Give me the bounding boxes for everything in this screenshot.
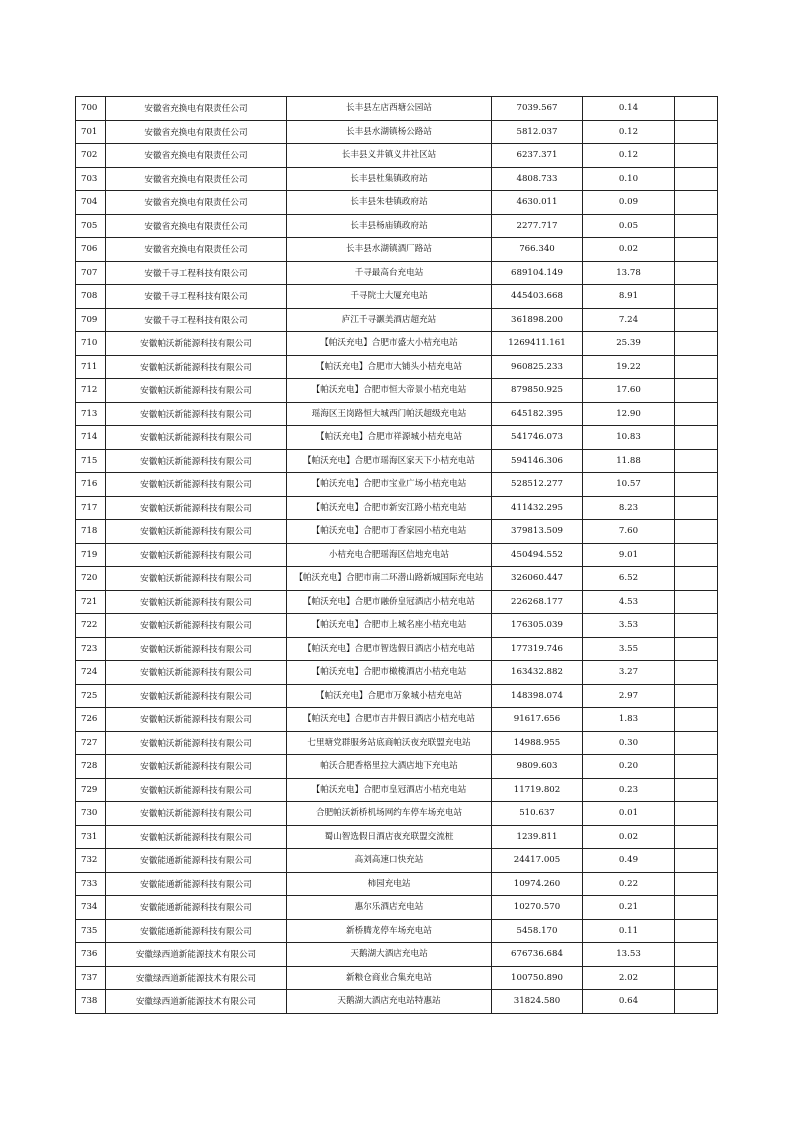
station-name-cell: 小桔充电合肥瑶海区信地充电站 bbox=[287, 543, 492, 567]
row-number-cell: 727 bbox=[76, 731, 106, 755]
share-value-cell: 8.23 bbox=[583, 496, 675, 520]
share-value-cell: 0.23 bbox=[583, 778, 675, 802]
remark-cell bbox=[675, 520, 718, 544]
share-value-cell: 0.30 bbox=[583, 731, 675, 755]
share-value-cell: 3.53 bbox=[583, 614, 675, 638]
company-name-cell: 安徽帕沃新能源科技有限公司 bbox=[106, 332, 287, 356]
company-name-cell: 安徽帕沃新能源科技有限公司 bbox=[106, 402, 287, 426]
charging-energy-cell: 960825.233 bbox=[492, 355, 583, 379]
station-name-cell: 千寻最高台充电站 bbox=[287, 261, 492, 285]
row-number-cell: 726 bbox=[76, 708, 106, 732]
charging-energy-cell: 450494.552 bbox=[492, 543, 583, 567]
charging-energy-cell: 879850.925 bbox=[492, 379, 583, 403]
station-name-cell: 【帕沃充电】合肥市上城名座小桔充电站 bbox=[287, 614, 492, 638]
company-name-cell: 安徽帕沃新能源科技有限公司 bbox=[106, 449, 287, 473]
company-name-cell: 安徽省充换电有限责任公司 bbox=[106, 214, 287, 238]
table-body bbox=[76, 97, 718, 1014]
station-name-cell: 长丰县杨庙镇政府站 bbox=[287, 214, 492, 238]
charging-energy-cell: 226268.177 bbox=[492, 590, 583, 614]
table-row bbox=[76, 896, 718, 920]
station-name-cell: 【帕沃充电】合肥市智选假日酒店小桔充电站 bbox=[287, 637, 492, 661]
share-value-cell: 13.53 bbox=[583, 943, 675, 967]
row-number-cell: 713 bbox=[76, 402, 106, 426]
charging-energy-cell: 528512.277 bbox=[492, 473, 583, 497]
remark-cell bbox=[675, 97, 718, 121]
station-name-cell: 天鹅湖大酒店充电站特惠站 bbox=[287, 990, 492, 1014]
station-name-cell: 【帕沃充电】合肥市橄榄酒店小桔充电站 bbox=[287, 661, 492, 685]
row-number-cell: 720 bbox=[76, 567, 106, 591]
row-number-cell: 705 bbox=[76, 214, 106, 238]
company-name-cell: 安徽省充换电有限责任公司 bbox=[106, 191, 287, 215]
table-row bbox=[76, 238, 718, 262]
share-value-cell: 13.78 bbox=[583, 261, 675, 285]
share-value-cell: 3.27 bbox=[583, 661, 675, 685]
table-row bbox=[76, 520, 718, 544]
company-name-cell: 安徽帕沃新能源科技有限公司 bbox=[106, 708, 287, 732]
share-value-cell: 11.88 bbox=[583, 449, 675, 473]
share-value-cell: 0.14 bbox=[583, 97, 675, 121]
company-name-cell: 安徽能通新能源科技有限公司 bbox=[106, 872, 287, 896]
company-name-cell: 安徽能通新能源科技有限公司 bbox=[106, 849, 287, 873]
station-name-cell: 【帕沃充电】合肥市盛大小桔充电站 bbox=[287, 332, 492, 356]
table-row bbox=[76, 661, 718, 685]
table-row bbox=[76, 402, 718, 426]
row-number-cell: 709 bbox=[76, 308, 106, 332]
share-value-cell: 0.05 bbox=[583, 214, 675, 238]
share-value-cell: 0.49 bbox=[583, 849, 675, 873]
row-number-cell: 717 bbox=[76, 496, 106, 520]
table-row bbox=[76, 872, 718, 896]
remark-cell bbox=[675, 872, 718, 896]
share-value-cell: 9.01 bbox=[583, 543, 675, 567]
row-number-cell: 736 bbox=[76, 943, 106, 967]
table-row bbox=[76, 355, 718, 379]
remark-cell bbox=[675, 778, 718, 802]
table-row bbox=[76, 731, 718, 755]
row-number-cell: 716 bbox=[76, 473, 106, 497]
station-name-cell: 蜀山智选假日酒店夜充联盟交流桩 bbox=[287, 825, 492, 849]
table-row bbox=[76, 802, 718, 826]
charging-energy-cell: 411432.295 bbox=[492, 496, 583, 520]
remark-cell bbox=[675, 355, 718, 379]
remark-cell bbox=[675, 966, 718, 990]
share-value-cell: 2.97 bbox=[583, 684, 675, 708]
charging-energy-cell: 594146.306 bbox=[492, 449, 583, 473]
share-value-cell: 1.83 bbox=[583, 708, 675, 732]
row-number-cell: 714 bbox=[76, 426, 106, 450]
charging-energy-cell: 326060.447 bbox=[492, 567, 583, 591]
remark-cell bbox=[675, 943, 718, 967]
station-name-cell: 合肥帕沃新桥机场网约车停车场充电站 bbox=[287, 802, 492, 826]
charging-energy-cell: 24417.005 bbox=[492, 849, 583, 873]
share-value-cell: 17.60 bbox=[583, 379, 675, 403]
share-value-cell: 25.39 bbox=[583, 332, 675, 356]
remark-cell bbox=[675, 308, 718, 332]
share-value-cell: 7.60 bbox=[583, 520, 675, 544]
table-row bbox=[76, 449, 718, 473]
charging-energy-cell: 100750.890 bbox=[492, 966, 583, 990]
row-number-cell: 718 bbox=[76, 520, 106, 544]
table-row bbox=[76, 684, 718, 708]
company-name-cell: 安徽帕沃新能源科技有限公司 bbox=[106, 825, 287, 849]
row-number-cell: 711 bbox=[76, 355, 106, 379]
charging-energy-cell: 31824.580 bbox=[492, 990, 583, 1014]
remark-cell bbox=[675, 449, 718, 473]
charging-energy-cell: 148398.074 bbox=[492, 684, 583, 708]
station-name-cell: 【帕沃充电】合肥市新安江路小桔充电站 bbox=[287, 496, 492, 520]
remark-cell bbox=[675, 473, 718, 497]
station-name-cell: 庐江千寻灏美酒店超充站 bbox=[287, 308, 492, 332]
charging-energy-cell: 163432.882 bbox=[492, 661, 583, 685]
remark-cell bbox=[675, 825, 718, 849]
table-row bbox=[76, 261, 718, 285]
station-name-cell: 长丰县水湖镇杨公路站 bbox=[287, 120, 492, 144]
remark-cell bbox=[675, 990, 718, 1014]
share-value-cell: 0.01 bbox=[583, 802, 675, 826]
table-row bbox=[76, 214, 718, 238]
charging-energy-cell: 379813.509 bbox=[492, 520, 583, 544]
row-number-cell: 723 bbox=[76, 637, 106, 661]
company-name-cell: 安徽帕沃新能源科技有限公司 bbox=[106, 426, 287, 450]
row-number-cell: 729 bbox=[76, 778, 106, 802]
table-row bbox=[76, 332, 718, 356]
row-number-cell: 721 bbox=[76, 590, 106, 614]
share-value-cell: 10.57 bbox=[583, 473, 675, 497]
remark-cell bbox=[675, 802, 718, 826]
share-value-cell: 0.12 bbox=[583, 144, 675, 168]
table-row bbox=[76, 590, 718, 614]
remark-cell bbox=[675, 402, 718, 426]
row-number-cell: 730 bbox=[76, 802, 106, 826]
row-number-cell: 712 bbox=[76, 379, 106, 403]
charging-energy-cell: 689104.149 bbox=[492, 261, 583, 285]
company-name-cell: 安徽帕沃新能源科技有限公司 bbox=[106, 802, 287, 826]
share-value-cell: 0.22 bbox=[583, 872, 675, 896]
table-row bbox=[76, 966, 718, 990]
remark-cell bbox=[675, 567, 718, 591]
station-name-cell: 【帕沃充电】合肥市瑶海区家天下小桔充电站 bbox=[287, 449, 492, 473]
station-name-cell: 长丰县义井镇义井社区站 bbox=[287, 144, 492, 168]
row-number-cell: 737 bbox=[76, 966, 106, 990]
charging-energy-cell: 6237.371 bbox=[492, 144, 583, 168]
row-number-cell: 710 bbox=[76, 332, 106, 356]
company-name-cell: 安徽绿西道新能源技术有限公司 bbox=[106, 966, 287, 990]
share-value-cell: 0.20 bbox=[583, 755, 675, 779]
table-row bbox=[76, 614, 718, 638]
table-row bbox=[76, 755, 718, 779]
company-name-cell: 安徽省充换电有限责任公司 bbox=[106, 238, 287, 262]
company-name-cell: 安徽帕沃新能源科技有限公司 bbox=[106, 778, 287, 802]
remark-cell bbox=[675, 919, 718, 943]
share-value-cell: 6.52 bbox=[583, 567, 675, 591]
station-name-cell: 【帕沃充电】合肥市宝业广场小桔充电站 bbox=[287, 473, 492, 497]
charging-energy-cell: 10270.570 bbox=[492, 896, 583, 920]
remark-cell bbox=[675, 332, 718, 356]
remark-cell bbox=[675, 238, 718, 262]
station-name-cell: 【帕沃充电】合肥市丁香家园小桔充电站 bbox=[287, 520, 492, 544]
share-value-cell: 2.02 bbox=[583, 966, 675, 990]
remark-cell bbox=[675, 661, 718, 685]
company-name-cell: 安徽帕沃新能源科技有限公司 bbox=[106, 355, 287, 379]
share-value-cell: 7.24 bbox=[583, 308, 675, 332]
station-name-cell: 【帕沃充电】合肥市皇冠酒店小桔充电站 bbox=[287, 778, 492, 802]
charging-energy-cell: 4808.733 bbox=[492, 167, 583, 191]
row-number-cell: 715 bbox=[76, 449, 106, 473]
charging-energy-cell: 10974.260 bbox=[492, 872, 583, 896]
table-row bbox=[76, 496, 718, 520]
company-name-cell: 安徽绿西道新能源技术有限公司 bbox=[106, 990, 287, 1014]
row-number-cell: 701 bbox=[76, 120, 106, 144]
company-name-cell: 安徽千寻工程科技有限公司 bbox=[106, 285, 287, 309]
table-row bbox=[76, 144, 718, 168]
remark-cell bbox=[675, 684, 718, 708]
company-name-cell: 安徽帕沃新能源科技有限公司 bbox=[106, 379, 287, 403]
company-name-cell: 安徽能通新能源科技有限公司 bbox=[106, 896, 287, 920]
row-number-cell: 728 bbox=[76, 755, 106, 779]
table-row bbox=[76, 919, 718, 943]
share-value-cell: 12.90 bbox=[583, 402, 675, 426]
share-value-cell: 19.22 bbox=[583, 355, 675, 379]
share-value-cell: 8.91 bbox=[583, 285, 675, 309]
station-name-cell: 长丰县朱巷镇政府站 bbox=[287, 191, 492, 215]
remark-cell bbox=[675, 191, 718, 215]
table-row bbox=[76, 426, 718, 450]
remark-cell bbox=[675, 285, 718, 309]
charging-energy-cell: 676736.684 bbox=[492, 943, 583, 967]
company-name-cell: 安徽省充换电有限责任公司 bbox=[106, 144, 287, 168]
table-row bbox=[76, 825, 718, 849]
share-value-cell: 0.64 bbox=[583, 990, 675, 1014]
company-name-cell: 安徽帕沃新能源科技有限公司 bbox=[106, 520, 287, 544]
charging-energy-cell: 4630.011 bbox=[492, 191, 583, 215]
company-name-cell: 安徽能通新能源科技有限公司 bbox=[106, 919, 287, 943]
station-name-cell: 【帕沃充电】合肥市吉井假日酒店小桔充电站 bbox=[287, 708, 492, 732]
share-value-cell: 0.09 bbox=[583, 191, 675, 215]
table-row bbox=[76, 191, 718, 215]
share-value-cell: 3.55 bbox=[583, 637, 675, 661]
station-name-cell: 【帕沃充电】合肥市万象城小桔充电站 bbox=[287, 684, 492, 708]
remark-cell bbox=[675, 426, 718, 450]
station-name-cell: 长丰县水湖镇酒厂路站 bbox=[287, 238, 492, 262]
remark-cell bbox=[675, 120, 718, 144]
station-name-cell: 【帕沃充电】合肥市南二环潜山路新城国际充电站 bbox=[287, 567, 492, 591]
share-value-cell: 4.53 bbox=[583, 590, 675, 614]
remark-cell bbox=[675, 614, 718, 638]
row-number-cell: 722 bbox=[76, 614, 106, 638]
row-number-cell: 724 bbox=[76, 661, 106, 685]
remark-cell bbox=[675, 261, 718, 285]
remark-cell bbox=[675, 590, 718, 614]
station-name-cell: 柿园充电站 bbox=[287, 872, 492, 896]
station-name-cell: 高刘高速口快充站 bbox=[287, 849, 492, 873]
station-name-cell: 惠尔乐酒店充电站 bbox=[287, 896, 492, 920]
charging-energy-cell: 645182.395 bbox=[492, 402, 583, 426]
share-value-cell: 0.12 bbox=[583, 120, 675, 144]
table-row bbox=[76, 778, 718, 802]
row-number-cell: 707 bbox=[76, 261, 106, 285]
remark-cell bbox=[675, 637, 718, 661]
company-name-cell: 安徽千寻工程科技有限公司 bbox=[106, 308, 287, 332]
station-name-cell: 帕沃合肥香格里拉大酒店地下充电站 bbox=[287, 755, 492, 779]
remark-cell bbox=[675, 731, 718, 755]
company-name-cell: 安徽省充换电有限责任公司 bbox=[106, 167, 287, 191]
company-name-cell: 安徽帕沃新能源科技有限公司 bbox=[106, 543, 287, 567]
table-row bbox=[76, 943, 718, 967]
charging-energy-cell: 5812.037 bbox=[492, 120, 583, 144]
station-name-cell: 【帕沃充电】合肥市祥源城小桔充电站 bbox=[287, 426, 492, 450]
station-name-cell: 【帕沃充电】合肥市恒大帝景小桔充电站 bbox=[287, 379, 492, 403]
station-name-cell: 长丰县左店西塘公园站 bbox=[287, 97, 492, 121]
row-number-cell: 700 bbox=[76, 97, 106, 121]
station-name-cell: 七里塘党群服务站底商帕沃夜充联盟充电站 bbox=[287, 731, 492, 755]
row-number-cell: 702 bbox=[76, 144, 106, 168]
remark-cell bbox=[675, 144, 718, 168]
company-name-cell: 安徽帕沃新能源科技有限公司 bbox=[106, 496, 287, 520]
company-name-cell: 安徽帕沃新能源科技有限公司 bbox=[106, 590, 287, 614]
remark-cell bbox=[675, 543, 718, 567]
company-name-cell: 安徽绿西道新能源技术有限公司 bbox=[106, 943, 287, 967]
row-number-cell: 725 bbox=[76, 684, 106, 708]
share-value-cell: 0.10 bbox=[583, 167, 675, 191]
table-row bbox=[76, 285, 718, 309]
table-row bbox=[76, 708, 718, 732]
table-row bbox=[76, 308, 718, 332]
station-name-cell: 千寻院士大厦充电站 bbox=[287, 285, 492, 309]
row-number-cell: 733 bbox=[76, 872, 106, 896]
charging-energy-cell: 361898.200 bbox=[492, 308, 583, 332]
station-name-cell: 新桥腾龙停车场充电站 bbox=[287, 919, 492, 943]
company-name-cell: 安徽省充换电有限责任公司 bbox=[106, 97, 287, 121]
company-name-cell: 安徽帕沃新能源科技有限公司 bbox=[106, 473, 287, 497]
charging-energy-cell: 541746.073 bbox=[492, 426, 583, 450]
remark-cell bbox=[675, 755, 718, 779]
table-row bbox=[76, 97, 718, 121]
company-name-cell: 安徽帕沃新能源科技有限公司 bbox=[106, 637, 287, 661]
remark-cell bbox=[675, 214, 718, 238]
share-value-cell: 0.02 bbox=[583, 238, 675, 262]
charging-energy-cell: 1269411.161 bbox=[492, 332, 583, 356]
station-name-cell: 长丰县杜集镇政府站 bbox=[287, 167, 492, 191]
table-row bbox=[76, 473, 718, 497]
share-value-cell: 0.02 bbox=[583, 825, 675, 849]
company-name-cell: 安徽省充换电有限责任公司 bbox=[106, 120, 287, 144]
charging-energy-cell: 1239.811 bbox=[492, 825, 583, 849]
station-name-cell: 【帕沃充电】合肥市大铺头小桔充电站 bbox=[287, 355, 492, 379]
charging-energy-cell: 2277.717 bbox=[492, 214, 583, 238]
charging-energy-cell: 7039.567 bbox=[492, 97, 583, 121]
station-name-cell: 瑶海区王岗路恒大城西门帕沃超级充电站 bbox=[287, 402, 492, 426]
table-row bbox=[76, 567, 718, 591]
table-row bbox=[76, 637, 718, 661]
charging-energy-cell: 445403.668 bbox=[492, 285, 583, 309]
share-value-cell: 0.21 bbox=[583, 896, 675, 920]
company-name-cell: 安徽帕沃新能源科技有限公司 bbox=[106, 684, 287, 708]
charging-energy-cell: 177319.746 bbox=[492, 637, 583, 661]
charging-energy-cell: 176305.039 bbox=[492, 614, 583, 638]
remark-cell bbox=[675, 708, 718, 732]
row-number-cell: 704 bbox=[76, 191, 106, 215]
charging-station-table bbox=[75, 96, 718, 1014]
row-number-cell: 719 bbox=[76, 543, 106, 567]
company-name-cell: 安徽帕沃新能源科技有限公司 bbox=[106, 755, 287, 779]
table-row bbox=[76, 543, 718, 567]
row-number-cell: 738 bbox=[76, 990, 106, 1014]
table-row bbox=[76, 379, 718, 403]
remark-cell bbox=[675, 896, 718, 920]
remark-cell bbox=[675, 379, 718, 403]
charging-energy-cell: 5458.170 bbox=[492, 919, 583, 943]
station-name-cell: 新粮仓商业合集充电站 bbox=[287, 966, 492, 990]
row-number-cell: 734 bbox=[76, 896, 106, 920]
table-row bbox=[76, 120, 718, 144]
share-value-cell: 0.11 bbox=[583, 919, 675, 943]
station-name-cell: 【帕沃充电】合肥市融侨皇冠酒店小桔充电站 bbox=[287, 590, 492, 614]
remark-cell bbox=[675, 167, 718, 191]
row-number-cell: 731 bbox=[76, 825, 106, 849]
row-number-cell: 703 bbox=[76, 167, 106, 191]
share-value-cell: 10.83 bbox=[583, 426, 675, 450]
table-row bbox=[76, 849, 718, 873]
charging-energy-cell: 14988.955 bbox=[492, 731, 583, 755]
row-number-cell: 708 bbox=[76, 285, 106, 309]
table-row bbox=[76, 167, 718, 191]
company-name-cell: 安徽帕沃新能源科技有限公司 bbox=[106, 731, 287, 755]
station-name-cell: 天鹅湖大酒店充电站 bbox=[287, 943, 492, 967]
remark-cell bbox=[675, 496, 718, 520]
table-row bbox=[76, 990, 718, 1014]
remark-cell bbox=[675, 849, 718, 873]
charging-energy-cell: 91617.656 bbox=[492, 708, 583, 732]
company-name-cell: 安徽帕沃新能源科技有限公司 bbox=[106, 661, 287, 685]
row-number-cell: 732 bbox=[76, 849, 106, 873]
charging-energy-cell: 510.637 bbox=[492, 802, 583, 826]
company-name-cell: 安徽帕沃新能源科技有限公司 bbox=[106, 567, 287, 591]
charging-energy-cell: 9809.603 bbox=[492, 755, 583, 779]
charging-energy-cell: 11719.802 bbox=[492, 778, 583, 802]
row-number-cell: 706 bbox=[76, 238, 106, 262]
company-name-cell: 安徽帕沃新能源科技有限公司 bbox=[106, 614, 287, 638]
charging-energy-cell: 766.340 bbox=[492, 238, 583, 262]
row-number-cell: 735 bbox=[76, 919, 106, 943]
company-name-cell: 安徽千寻工程科技有限公司 bbox=[106, 261, 287, 285]
